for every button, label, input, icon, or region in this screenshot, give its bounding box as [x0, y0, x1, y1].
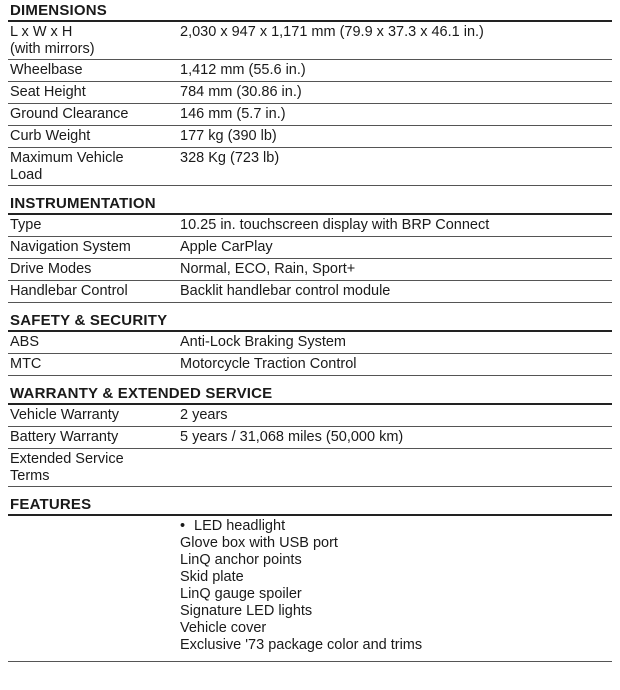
spec-label — [8, 516, 180, 661]
spec-row-type — [8, 215, 612, 237]
spec-value: 328 Kg (723 lb) — [180, 150, 280, 166]
list-item: Signature LED lights — [180, 603, 313, 619]
spec-value: Normal, ECO, Rain, Sport+ — [180, 261, 356, 277]
spec-row-curb-weight — [8, 126, 612, 148]
spec-row-navigation — [8, 237, 612, 259]
section-title-warranty: WARRANTY & EXTENDED SERVICE — [8, 383, 612, 405]
spec-row-mtc — [8, 354, 612, 376]
section-title-safety: SAFETY & SECURITY — [8, 310, 612, 332]
spec-row-wheelbase — [8, 60, 612, 82]
spec-row-lwh — [8, 22, 612, 60]
spec-value: Anti-Lock Braking System — [180, 334, 347, 350]
spec-value: 10.25 in. touchscreen display with BRP Connect — [180, 217, 490, 233]
spec-label: Drive Modes — [10, 261, 92, 277]
spec-value — [180, 449, 612, 486]
spec-label: Navigation System — [10, 239, 131, 255]
section-title-features: FEATURES — [8, 494, 612, 516]
section-title-dimensions: DIMENSIONS — [8, 0, 612, 22]
spec-row-drive-modes — [8, 259, 612, 281]
spec-label: Maximum Vehicle Load — [10, 150, 124, 183]
section-title-instrumentation: INSTRUMENTATION — [8, 193, 612, 215]
list-item: Skid plate — [180, 569, 244, 585]
spec-row-ground-clearance — [8, 104, 612, 126]
spec-value: 146 mm (5.7 in.) — [180, 106, 286, 122]
spec-value: 5 years / 31,068 miles (50,000 km) — [180, 429, 404, 445]
spec-row-battery-warranty — [8, 427, 612, 449]
bullet-icon: • — [180, 518, 186, 534]
spec-label: ABS — [10, 334, 40, 350]
spec-label: L x W x H (with mirrors) — [10, 24, 95, 57]
spec-value: 784 mm (30.86 in.) — [180, 84, 302, 100]
list-item: LinQ gauge spoiler — [180, 586, 302, 602]
spec-label: Wheelbase — [10, 62, 83, 78]
list-item: Glove box with USB port — [180, 535, 338, 551]
spec-row-extended-service — [8, 449, 612, 487]
spec-label: Vehicle Warranty — [10, 407, 120, 423]
list-item: • LED headlight — [180, 518, 286, 534]
spec-row-features — [8, 516, 612, 662]
spec-label: Curb Weight — [10, 128, 91, 144]
spec-label: Extended Service Terms — [10, 451, 124, 484]
spec-label: Battery Warranty — [10, 429, 119, 445]
spec-label: Seat Height — [10, 84, 86, 100]
features-list — [180, 516, 612, 661]
spec-row-seat-height — [8, 82, 612, 104]
spec-row-vehicle-warranty — [8, 405, 612, 427]
list-item: LinQ anchor points — [180, 552, 302, 568]
spec-value: Apple CarPlay — [180, 239, 273, 255]
spec-label: Handlebar Control — [10, 283, 128, 299]
spec-row-max-load — [8, 148, 612, 186]
spec-value: 2 years — [180, 407, 228, 423]
spec-label: Ground Clearance — [10, 106, 129, 122]
list-item: Exclusive '73 package color and trims — [180, 637, 423, 653]
spec-value: 2,030 x 947 x 1,171 mm (79.9 x 37.3 x 46.1 in.) — [180, 24, 484, 40]
spec-label: Type — [10, 217, 42, 233]
spec-sheet — [8, 0, 612, 662]
spec-label: MTC — [10, 356, 42, 372]
spec-value: 1,412 mm (55.6 in.) — [180, 62, 306, 78]
list-item: Vehicle cover — [180, 620, 267, 636]
spec-row-abs — [8, 332, 612, 354]
spec-value: Backlit handlebar control module — [180, 283, 391, 299]
spec-row-handlebar-control — [8, 281, 612, 303]
spec-value: Motorcycle Traction Control — [180, 356, 357, 372]
spec-value: 177 kg (390 lb) — [180, 128, 277, 144]
